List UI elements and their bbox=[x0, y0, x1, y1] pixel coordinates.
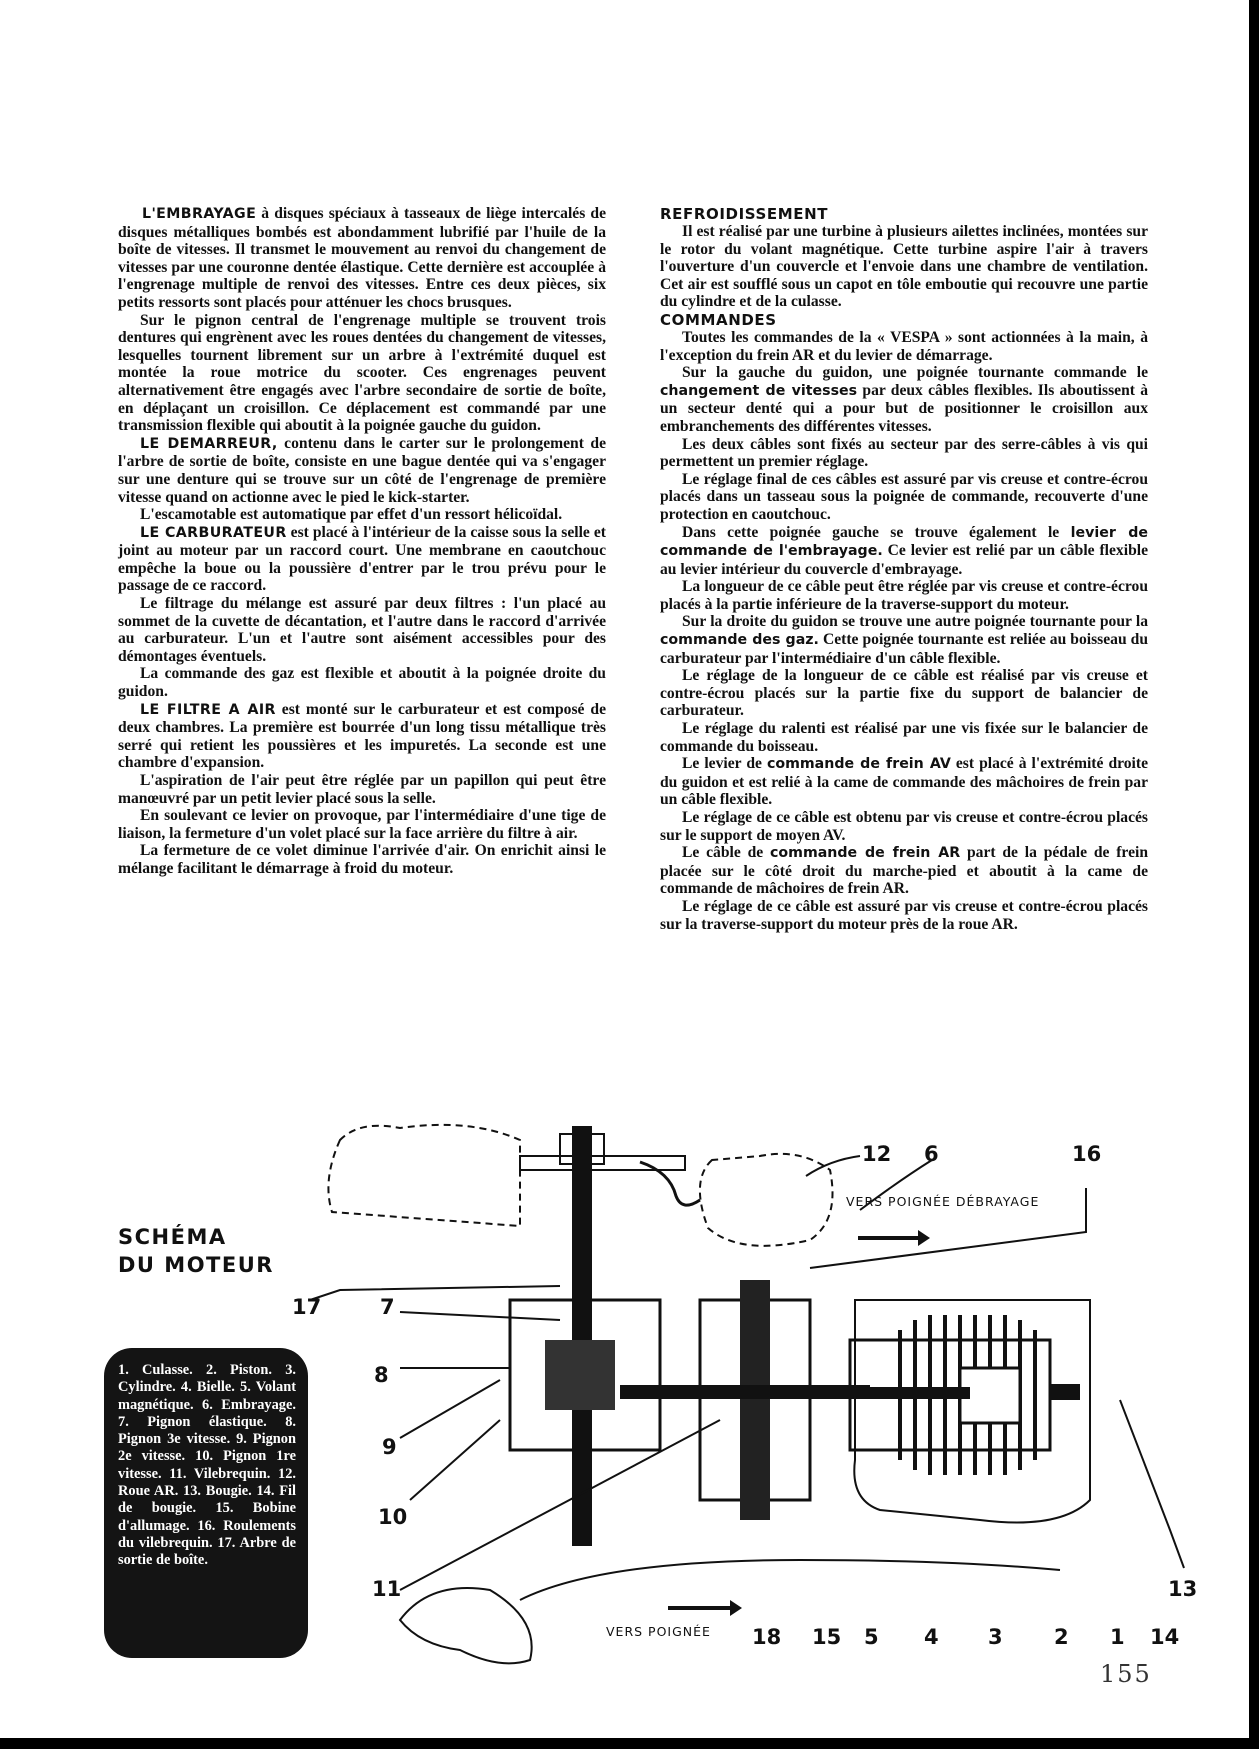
text-poignee-gauche-after: Ce levier est relié par un câble flexible au levier intérieur du couvercle d'embrayage. bbox=[660, 542, 1148, 578]
text-frein-ar-after: part de la pédale de frein placée sur le côté droit du marche-pied et aboutit à la came de commande de mâchoires de frein AR. bbox=[660, 844, 1148, 898]
carburetor-outline bbox=[700, 1154, 833, 1246]
em-frein-av: commande de frein AV bbox=[766, 756, 951, 773]
paragraph-escamotable: L'escamotable est automatique par effet d'un ressort hélicoïdal. bbox=[140, 506, 563, 524]
paragraph-commandes: Toutes les commandes de la « VESPA » sont actionnées à la main, à l'exception du frein AR et du levier de démarrage. bbox=[660, 328, 1148, 364]
paragraph-reglage-cable: Le réglage de ce câble est obtenu par vis creuse et contre-écrou placés sur le support de moyen AV. bbox=[660, 809, 1148, 844]
text-frein-av-after: est placé à l'extrémité droite du guidon et est relié à la came de commande des mâchoires de frein par un câble flexible. bbox=[660, 755, 1148, 809]
paragraph-ralenti: Le réglage du ralenti est réalisé par une vis fixée sur le balancier de commande du boisseau. bbox=[660, 720, 1148, 755]
lead-embrayage: L'EMBRAYAGE bbox=[142, 206, 257, 222]
callout-2: 2 bbox=[1054, 1625, 1069, 1649]
text-guidon-gauche-after: par deux câbles flexibles. Ils aboutissent à un secteur denté qui a pour but de positionner le croisillon aux embranchements des différentes vitesses. bbox=[660, 381, 1148, 435]
throttle-cable bbox=[640, 1162, 700, 1205]
text-guidon-droite-after: Cette poignée tournante est reliée au boisseau du carburateur par l'intermédiaire d'un câble flexible. bbox=[660, 631, 1148, 667]
callout-3: 3 bbox=[988, 1625, 1003, 1649]
callout-13: 13 bbox=[1168, 1577, 1198, 1601]
callout-6: 6 bbox=[924, 1142, 939, 1166]
text-frein-av-before: Le levier de bbox=[682, 755, 767, 773]
flywheel bbox=[740, 1280, 770, 1520]
spark-plug bbox=[1050, 1384, 1080, 1400]
label-vers-poignee: VERS POIGNÉE bbox=[606, 1624, 711, 1639]
em-commande-gaz: commande des gaz. bbox=[660, 632, 819, 649]
paragraph-reglage-ar: Le réglage de ce câble est assuré par vis creuse et contre-écrou placés sur la traverse-support du moteur près de la roue AR. bbox=[660, 897, 1148, 933]
scan-border-bottom bbox=[0, 1738, 1259, 1749]
callout-17: 17 bbox=[292, 1295, 322, 1319]
output-shaft bbox=[572, 1126, 592, 1546]
callout-9: 9 bbox=[382, 1435, 397, 1459]
label-vers-poignee-debrayage: VERS POIGNÉE DÉBRAYAGE bbox=[846, 1194, 1040, 1209]
page-number: 155 bbox=[1100, 1660, 1152, 1688]
paragraph-fermeture: La fermeture de ce volet diminue l'arrivée d'air. On enrichit ainsi le mélange facilitant le démarrage à froid du moteur. bbox=[118, 842, 606, 877]
diagram-title-line2: DU MOTEUR bbox=[118, 1253, 274, 1277]
text-demarreur: contenu dans le carter sur le prolongement de l'arbre de sortie de boîte, consiste en une bague dentée qui va s'engager sur une denture qui se trouve sur un côté de l'engrenage de première vitesse quand on actionne avec le pied le kick-starter. bbox=[118, 434, 607, 506]
paragraph-reglage-longueur: Le réglage de la longueur de ce câble est réalisé par vis creuse et contre-écrou placés sur la partie fixe du support de balancier de carburateur. bbox=[660, 667, 1148, 720]
diagram-legend: 1. Culasse. 2. Piston. 3. Cylindre. 4. Bielle. 5. Volant magnétique. 6. Embrayage. 7. Pignon élastique. 8. Pignon 3e vitesse. 9. Pignon 2e vitesse. 10. Pignon 1re vitesse. 11. Vilebrequin. 12. Roue AR. 13. Bougie. 14. Fil de bougie. 15. Bobine d'allumage. 16. Roulements du vilebrequin. 17. Arbre de sortie de boîte. bbox=[104, 1348, 308, 1658]
callout-7: 7 bbox=[380, 1295, 395, 1319]
paragraph-pignon: Sur le pignon central de l'engrenage multiple se trouvent trois dentures qui engrènent avec les roues dentées du changement de vitesses, lesquelles tournent librement sur un arbre à l'extrémité duquel est montée la roue motrice du scooter. Ces engrenages peuvent alternativement être engagés avec l'arbre secondaire de sortie de boîte, en déplaçant un croisillon. Ce déplacement est commandé par une transmission flexible qui aboutit à la poignée gauche du guidon. bbox=[118, 311, 606, 435]
text-guidon-gauche-before: Sur la gauche du guidon, une poignée tournante commande le bbox=[682, 364, 1148, 382]
callout-4: 4 bbox=[924, 1625, 939, 1649]
lead-carburateur: LE CARBURATEUR bbox=[140, 524, 287, 541]
em-levier-embrayage: levier de commande de l'embrayage. bbox=[660, 524, 1148, 560]
text-embrayage: à disques spéciaux à tasseaux de liège intercalés de disques métalliques bombés est abondamment lubrifié par l'huile de la boîte de vitesses. Il transmet le mouvement au renvoi du changement de vitesses par une couronne dentée élastique. Cette dernière est accouplée à l'engrenage multiple de renvoi des vitesses. Entre ces deux pièces, six petits ressorts sont placés pour atténuer les chocs brusques. bbox=[118, 205, 606, 311]
brake-cable bbox=[520, 1560, 1060, 1600]
em-changement-vitesses: changement de vitesses bbox=[660, 382, 858, 399]
paragraph-deux-cables: Les deux câbles sont fixés au secteur par des serre-câbles à vis qui permettent un premier réglage. bbox=[660, 435, 1148, 471]
paragraph-commande-gaz: La commande des gaz est flexible et aboutit à la poignée droite du guidon. bbox=[118, 665, 606, 701]
arrow-embrayage bbox=[858, 1230, 930, 1246]
paragraph-reglage-final: Le réglage final de ces câbles est assuré par vis creuse et contre-écrou placés dans un tasseau sous la poignée de commande, recouverte d'une protection en caoutchouc. bbox=[660, 470, 1148, 523]
em-frein-ar: commande de frein AR bbox=[770, 845, 961, 862]
gear-cluster bbox=[545, 1340, 615, 1410]
heading-refroidissement: REFROIDISSEMENT bbox=[660, 205, 829, 223]
callout-1: 1 bbox=[1110, 1625, 1125, 1649]
heading-commandes: COMMANDES bbox=[660, 310, 777, 329]
paragraph-longueur: La longueur de ce câble peut être réglée par vis creuse et contre-écrou placés à la partie inférieure de la traverse-support du moteur. bbox=[660, 578, 1148, 613]
scan-border-right bbox=[1249, 0, 1259, 1749]
lead-demarreur: LE DEMARREUR, bbox=[140, 435, 278, 452]
callout-10: 10 bbox=[378, 1505, 408, 1529]
text-carburateur: est placé à l'intérieur de la caisse sous la selle et joint au moteur par un raccord court. Une membrane en caoutchouc empêche la boue ou la poussière d'entrer par le trou prévu pour le passage de ce raccord. bbox=[118, 523, 606, 595]
lead-filtre-air: LE FILTRE A AIR bbox=[140, 701, 276, 718]
callout-8: 8 bbox=[374, 1363, 389, 1387]
callout-15: 15 bbox=[812, 1625, 842, 1649]
diagram-title-line1: SCHÉMA bbox=[118, 1225, 227, 1249]
crankshaft bbox=[620, 1385, 870, 1399]
callout-11: 11 bbox=[372, 1577, 402, 1601]
paragraph-levier: En soulevant ce levier on provoque, par l'intermédiaire d'une tige de liaison, la fermeture d'un volet placé sur la face arrière du filtre à air. bbox=[118, 807, 606, 842]
callout-14: 14 bbox=[1150, 1625, 1180, 1649]
arrow-poignee bbox=[668, 1600, 742, 1616]
tank-outline bbox=[328, 1125, 520, 1226]
callout-18: 18 bbox=[752, 1625, 782, 1649]
text-frein-ar-before: Le câble de bbox=[682, 844, 770, 862]
paragraph-aspiration: L'aspiration de l'air peut être réglée par un papillon qui peut être manœuvré par un petit levier placé sous la selle. bbox=[118, 772, 606, 807]
connecting-rod bbox=[870, 1387, 970, 1399]
text-poignee-gauche-before: Dans cette poignée gauche se trouve également le bbox=[682, 523, 1071, 541]
paragraph-refroidissement: Il est réalisé par une turbine à plusieurs ailettes inclinées, montées sur le rotor du volant magnétique. Cette turbine aspire l'air à travers l'ouverture d'un couvercle et l'envoie dans une chambre de ventilation. Cet air est soufflé sous un capot en tôle emboutie qui recouvre une partie du cylindre et de la culasse. bbox=[660, 223, 1148, 311]
text-filtre-air: est monté sur le carburateur et est composé de deux chambres. La première est bourrée d'un long tissu métallique très serré qui retient les poussières et les impuretés. La seconde est une chambre d'expansion. bbox=[118, 700, 606, 772]
callout-16: 16 bbox=[1072, 1142, 1102, 1166]
callout-12: 12 bbox=[862, 1142, 892, 1166]
paragraph-filtrage: Le filtrage du mélange est assuré par deux filtres : l'un placé au sommet de la cuvette de décantation, et l'autre dans le raccord d'arrivée au carburateur. L'un et l'autre sont aisément accessibles pour des démontages éventuels. bbox=[118, 595, 606, 665]
text-guidon-droite-before: Sur la droite du guidon se trouve une autre poignée tournante pour la bbox=[682, 613, 1148, 631]
brake-pedal bbox=[400, 1588, 532, 1663]
callout-5: 5 bbox=[864, 1625, 879, 1649]
